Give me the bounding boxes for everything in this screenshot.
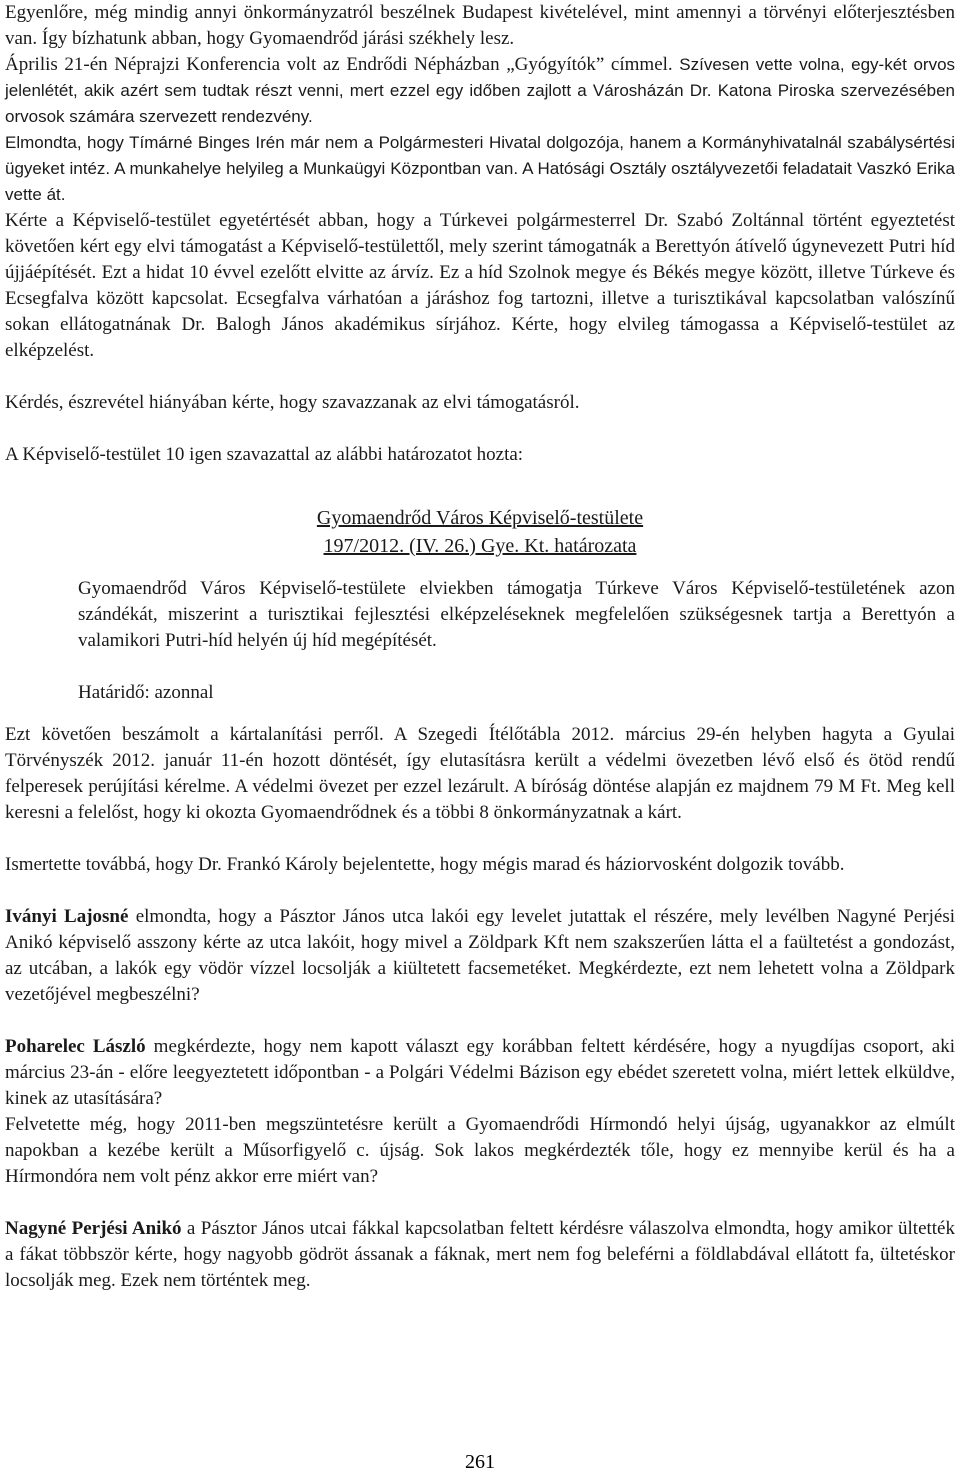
speaker-text: a Pásztor János utcai fákkal kapcsolatban feltett kérdésre válaszolva elmondta, hogy amikor ültették a fákat többször kérte, hogy nagyobb gödröt ássanak a fáknak, mert nem fog beleférni a földlabdával ellátott fa, ültetéskor locsolják meg. Ezek nem történtek meg. xyxy=(5,1218,955,1291)
paragraph-staff-change: Elmondta, hogy Tímárné Binges Irén már nem a Polgármesteri Hivatal dolgozója, hanem a Kormányhivatalnál szabálysértési ügyeket intéz. A munkahelye helyileg a Munkaügyi Központban van. A Hatósági Osztály osztályvezetői feladatait Vaszkó Erika vette át. xyxy=(5,133,955,204)
paragraph-doctor-stays: Ismertette továbbá, hogy Dr. Frankó Károly bejelentette, hogy mégis marad és háziorvosként dolgozik tovább. xyxy=(5,854,845,875)
paragraph-vote-request: Kérdés, észrevétel hiányában kérte, hogy szavazzanak az elvi támogatásról. xyxy=(5,392,580,413)
speaker-text: elmondta, hogy a Pásztor János utca lakói egy levelet jutattak el részére, mely levélben Nagyné Perjési Anikó képviselő asszony kérte az utca lakóit, hogy mivel a Zöldpark Kft nem szakszerűen látta el a faültetést a gondozást, az utcában, a lakók egy vödör vízzel locsolják a kiültetett facsemetéket. Megkérdezte, ezt nem lehetett volna a Zöldpark vezetőjével megbeszélni? xyxy=(5,906,955,1005)
intro-paragraph xyxy=(5,0,955,52)
resolution-body-title: Gyomaendrőd Város Képviselő-testülete xyxy=(316,507,644,529)
paragraph-compensation-lawsuit: Ezt követően beszámolt a kártalanítási perről. A Szegedi Ítélőtábla 2012. március 29-én helyben hagyta a Gyulai Törvényszék 2012. január 11-én hozott döntését, így elutasításra került a védelmi övezetben lévő első és ötöd rendű felperesek perújítási kérelme. A védelmi övezet per ezzel lezárult. A bíróság döntése alapján ez majdnem 79 M Ft. Meg kell keresni a felelőst, hogy ki okozta Gyomaendrődnek és a többi 8 önkormányzatnak a kárt. xyxy=(5,724,955,823)
speaker-name: Poharelec László xyxy=(5,1036,146,1057)
paragraph-poharelec xyxy=(5,1034,955,1112)
resolution-heading xyxy=(5,504,955,560)
text-segment-doctors: Szívesen vette volna, egy-két orvos jelenlétét, akik azért sem tudtak részt venni, mert ezzel egy időben zajlott a Városházán Dr. Katona Piroska szervezésében orvosok számára szervezett rendezvény. xyxy=(5,55,956,126)
paragraph-bridge-request: Kérte a Képviselő-testület egyetértését abban, hogy a Túrkevei polgármesterrel Dr. Szabó Zoltánnal történt egyeztetést követően kért egy elvi támogatást a Képviselő-testülettől, mely szerint támogatnák a Berettyón átívelő úgynevezett Putri híd újjáépítését. Ezt a hidat 10 évvel ezelőtt elvitte az árvíz. Ez a híd Szolnok megye és Békés megye között, illetve Túrkeve és Ecsegfalva között kapcsolat. Ecsegfalva várhatóan a járáshoz fog tartozni, illetve a turisztikával kapcsolatban valószínű sokan ellátogatnának Dr. Balogh János akadémikus sírjához. Kérte, hogy elvileg támogassa a Képviselő-testület az elképzelést. xyxy=(5,210,955,361)
page-number: 261 xyxy=(465,1451,495,1473)
paragraph-conference xyxy=(5,52,955,130)
document-page xyxy=(5,0,955,1294)
resolution-text: Gyomaendrőd Város Képviselő-testülete elviekben támogatja Túrkeve Város Képviselő-testületének azon szándékát, miszerint a turisztikai fejlesztési elképzeléseknek megfelelően szükségesnek tartja a Berettyón a valamikori Putri-híd helyén új híd megépítését. xyxy=(78,578,955,651)
paragraph-vote-result: A Képviselő-testület 10 igen szavazattal az alábbi határozatot hozta: xyxy=(5,444,524,465)
speaker-name: Nagyné Perjési Anikó xyxy=(5,1218,182,1239)
paragraph-ivanyi xyxy=(5,904,955,1008)
speaker-text: megkérdezte, hogy nem kapott választ egy korábban feltett kérdésére, hogy a nyugdíjas csoport, aki március 23-án - előre leegyeztetett időpontban - a Polgári Védelmi Bázison egy ebédet szeretett volna, miért lettek elküldve, kinek az utasítására? xyxy=(5,1036,955,1109)
resolution-deadline: Határidő: azonnal xyxy=(78,682,214,703)
text-segment-county-seat: Egyenlőre, még mindig annyi önkormányzatról beszélnek Budapest kivételével, mint amennyi a törvényi előterjesztésben van. Így bízhatunk abban, hogy Gyomaendrőd járási székhely lesz. xyxy=(5,2,955,49)
paragraph-nagyne xyxy=(5,1216,955,1294)
text-segment-conference: Április 21-én Néprajzi Konferencia volt az Endrődi Népházban „Gyógyítók” címmel. xyxy=(5,54,673,75)
speaker-name: Iványi Lajosné xyxy=(5,906,129,927)
paragraph-hirmondo: Felvetette még, hogy 2011-ben megszüntetésre került a Gyomaendrődi Hírmondó helyi újság, ugyanakkor az elmúlt napokban a kezébe került a Műsorfigyelő c. újság. Sok lakos megkérdezték tőle, hogy ez mennyibe kerül és ha a Hírmondóra nem volt pénz akkor erre miért van? xyxy=(5,1114,955,1187)
resolution-number: 197/2012. (IV. 26.) Gye. Kt. határozata xyxy=(323,535,637,557)
